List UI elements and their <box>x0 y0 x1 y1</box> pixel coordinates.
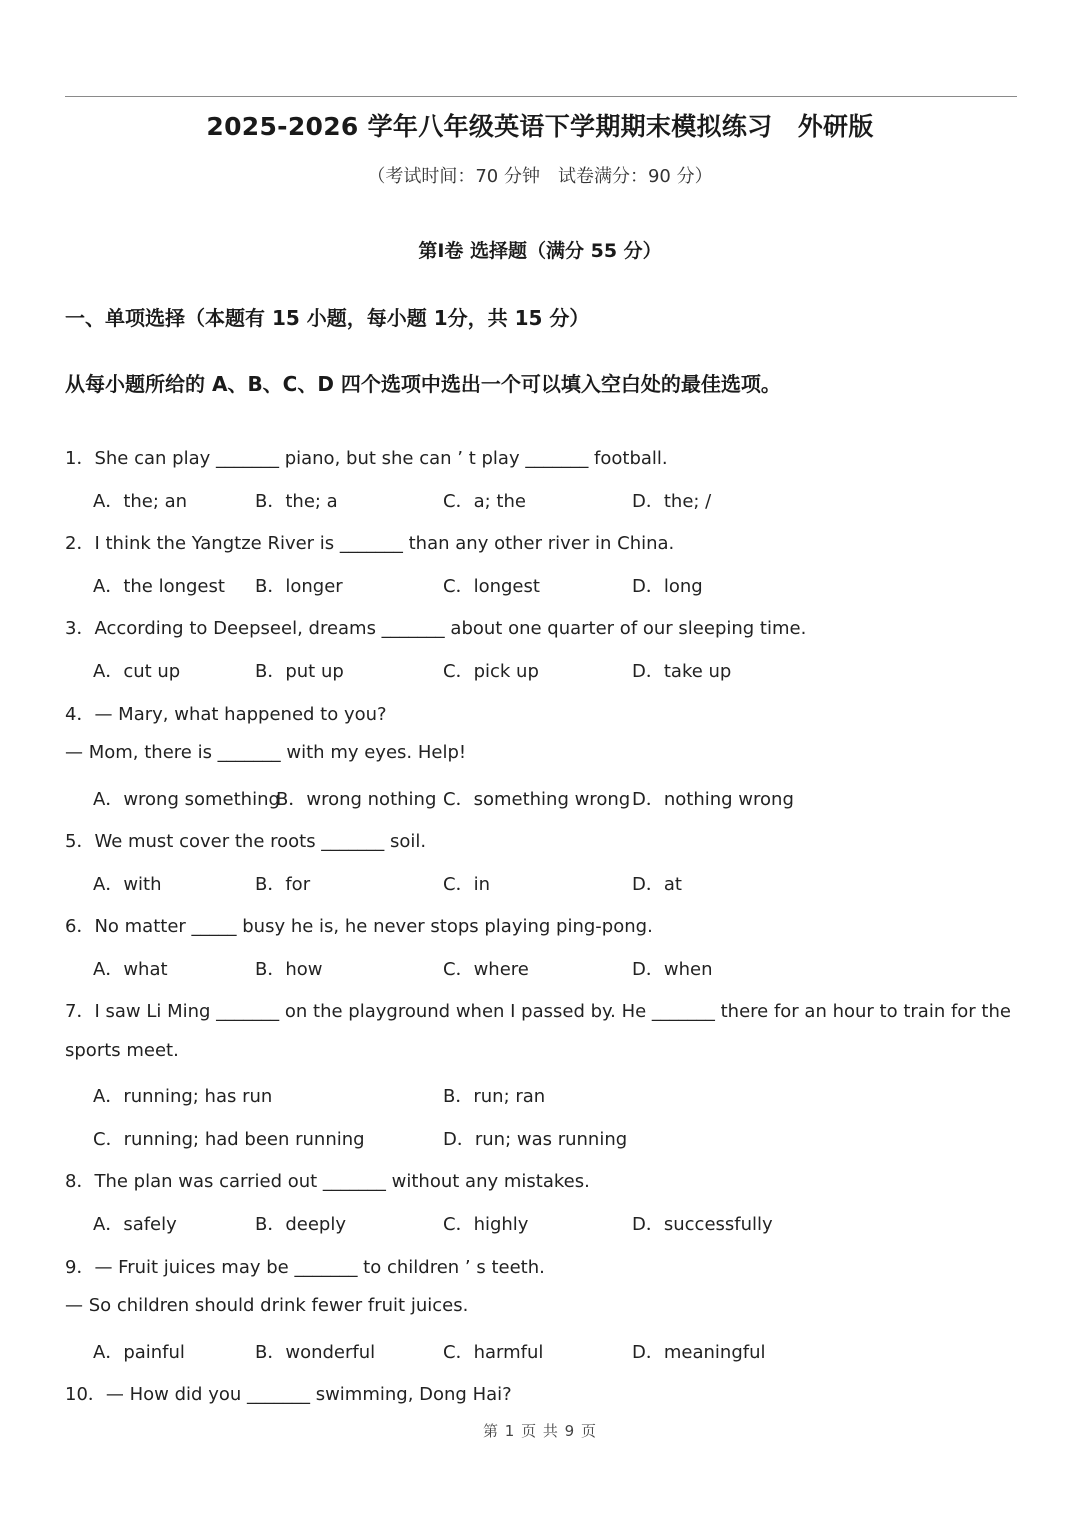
question-2-option-d: D．long <box>632 576 703 597</box>
instruction: 从每小题所给的 A、B、C、D 四个选项中选出一个可以填入空白处的最佳选项。 <box>65 372 781 396</box>
question-6-option-c: C．where <box>443 959 529 980</box>
question-8-option-c: C．highly <box>443 1214 529 1235</box>
question-7-option-a: A．running; has run <box>93 1086 273 1107</box>
question-8-stem: 8．The plan was carried out _______ without any mistakes. <box>65 1171 590 1192</box>
question-4-option-d: D．nothing wrong <box>632 789 794 810</box>
question-6-option-a: A．what <box>93 959 168 980</box>
question-7-stem-line-2: sports meet. <box>65 1040 179 1061</box>
question-6-option-d: D．when <box>632 959 713 980</box>
question-5-stem: 5．We must cover the roots _______ soil. <box>65 831 427 852</box>
question-4-stem: 4．— Mary, what happened to you? <box>65 704 387 725</box>
question-9-option-a: A．painful <box>93 1342 185 1363</box>
question-8-option-d: D．successfully <box>632 1214 773 1235</box>
question-5-option-b: B．for <box>255 874 311 895</box>
question-10-stem: 10．— How did you _______ swimming, Dong Hai? <box>65 1384 512 1405</box>
question-5-option-c: C．in <box>443 874 490 895</box>
question-9-option-b: B．wonderful <box>255 1342 376 1363</box>
question-3-stem: 3．According to Deepseel, dreams _______ about one quarter of our sleeping time. <box>65 618 807 639</box>
question-6-stem: 6．No matter _____ busy he is, he never stops playing ping-pong. <box>65 916 653 937</box>
question-1-option-a: A．the; an <box>93 491 188 512</box>
question-2-option-c: C．longest <box>443 576 540 597</box>
question-1-option-d: D．the; / <box>632 491 712 512</box>
question-9-stem-line-2: — So children should drink fewer fruit juices. <box>65 1295 469 1316</box>
question-7-option-b: B．run; ran <box>443 1086 546 1107</box>
question-1-option-c: C．a; the <box>443 491 526 512</box>
question-4-option-c: C．something wrong <box>443 789 631 810</box>
exam-title: 2025-2026 学年八年级英语下学期期末模拟练习 外研版 <box>206 112 874 141</box>
question-5-option-d: D．at <box>632 874 682 895</box>
question-7-option-d: D．run; was running <box>443 1129 628 1150</box>
question-1-option-b: B．the; a <box>255 491 338 512</box>
section-title: 一、单项选择（本题有 15 小题，每小题 1分，共 15 分） <box>65 306 590 330</box>
question-2-stem: 2．I think the Yangtze River is _______ than any other river in China. <box>65 533 675 554</box>
question-3-option-d: D．take up <box>632 661 732 682</box>
question-7-option-c: C．running; had been running <box>93 1129 365 1150</box>
question-2-option-b: B．longer <box>255 576 343 597</box>
question-8-option-b: B．deeply <box>255 1214 347 1235</box>
question-4-stem-line-2: — Mom, there is _______ with my eyes. Help! <box>65 742 467 763</box>
question-5-option-a: A．with <box>93 874 162 895</box>
question-6-option-b: B．how <box>255 959 323 980</box>
header-rule <box>65 96 1017 97</box>
question-8-option-a: A．safely <box>93 1214 177 1235</box>
question-4-option-b: B．wrong nothing <box>276 789 437 810</box>
question-3-option-c: C．pick up <box>443 661 539 682</box>
question-9-option-c: C．harmful <box>443 1342 544 1363</box>
question-2-option-a: A．the longest <box>93 576 225 597</box>
page-footer: 第 1 页 共 9 页 <box>483 1422 597 1440</box>
question-3-option-b: B．put up <box>255 661 344 682</box>
question-7-stem: 7．I saw Li Ming _______ on the playground when I passed by. He _______ there for an hour to train for the <box>65 1001 1011 1022</box>
question-1-stem: 1．She can play _______ piano, but she can ’ t play _______ football. <box>65 448 668 469</box>
question-9-stem: 9．— Fruit juices may be _______ to children ’ s teeth. <box>65 1257 545 1278</box>
question-4-option-a: A．wrong something <box>93 789 280 810</box>
exam-subtitle: （考试时间：70 分钟 试卷满分：90 分） <box>367 166 713 187</box>
part-title: 第I卷 选择题（满分 55 分） <box>418 240 662 262</box>
question-9-option-d: D．meaningful <box>632 1342 766 1363</box>
question-3-option-a: A．cut up <box>93 661 181 682</box>
